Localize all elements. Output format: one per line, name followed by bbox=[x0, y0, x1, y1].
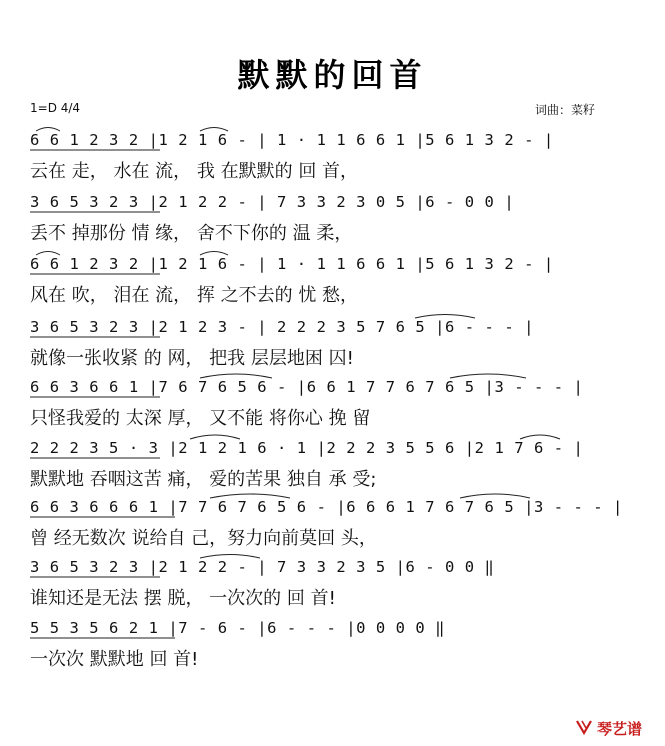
lyrics-line-9: 一次次 默默地 回 首! bbox=[30, 649, 199, 670]
notation-line-4: 3 6 5 3 2 3 |2 1 2 3 - | 2 2 2 3 5 7 6 5 |6 - - - | bbox=[30, 318, 534, 336]
notation-line-1: 6 6 1 2 3 2 |1 2 1 6 - | 1 · 1 1 6 6 1 |5 6 1 3 2 - | bbox=[30, 131, 554, 149]
song-title: 默默的回首 bbox=[237, 56, 428, 94]
logo-mark-icon bbox=[575, 718, 593, 736]
lyrics-line-7: 曾 经无数次 说给自 己，努力向前莫回 头， bbox=[30, 528, 377, 549]
credits: 词曲：菜籽 bbox=[535, 103, 596, 117]
lyrics-line-5: 只怪我爱的 太深 厚， 又不能 将你心 挽 留 bbox=[30, 408, 371, 429]
key-signature: 1=D 4/4 bbox=[30, 101, 81, 115]
lyrics-line-6: 默默地 吞咽这苦 痛， 爱的苦果 独自 承 受; bbox=[30, 469, 377, 490]
lyrics-line-3: 风在 吹， 泪在 流， 挥 之不去的 忧 愁， bbox=[30, 285, 359, 306]
lyrics-line-4: 就像一张收紧 的 网， 把我 层层地困 囚! bbox=[30, 348, 354, 369]
lyrics-line-8: 谁知还是无法 摆 脱， 一次次的 回 首! bbox=[30, 588, 336, 609]
notation-line-7: 6 6 3 6 6 6 1 |7 7 6 7 6 5 6 - |6 6 6 1 7 6 7 6 5 |3 - - - | bbox=[30, 498, 623, 516]
notation-line-3: 6 6 1 2 3 2 |1 2 1 6 - | 1 · 1 1 6 6 1 |5 6 1 3 2 - | bbox=[30, 255, 554, 273]
notation-line-2: 3 6 5 3 2 3 |2 1 2 2 - | 7 3 3 2 3 0 5 |6 - 0 0 | bbox=[30, 193, 515, 211]
lyrics-line-2: 丢不 掉那份 情 缘， 舍不下你的 温 柔， bbox=[30, 223, 353, 244]
notation-line-9: 5 5 3 5 6 2 1 |7 - 6 - |6 - - - |0 0 0 0 ‖ bbox=[30, 619, 446, 637]
site-logo bbox=[575, 717, 655, 739]
site-brand: 琴艺谱 bbox=[597, 720, 643, 738]
notation-line-8: 3 6 5 3 2 3 |2 1 2 2 - | 7 3 3 2 3 5 |6 - 0 0 ‖ bbox=[30, 558, 495, 576]
notation-line-6: 2 2 2 3 5 · 3 |2 1 2 1 6 · 1 |2 2 2 3 5 5 6 |2 1 7 6 - | bbox=[30, 439, 584, 457]
notation-line-5: 6 6 3 6 6 1 |7 6 7 6 5 6 - |6 6 1 7 7 6 7 6 5 |3 - - - | bbox=[30, 378, 584, 396]
lyrics-line-1: 云在 走， 水在 流， 我 在默默的 回 首， bbox=[30, 161, 359, 182]
